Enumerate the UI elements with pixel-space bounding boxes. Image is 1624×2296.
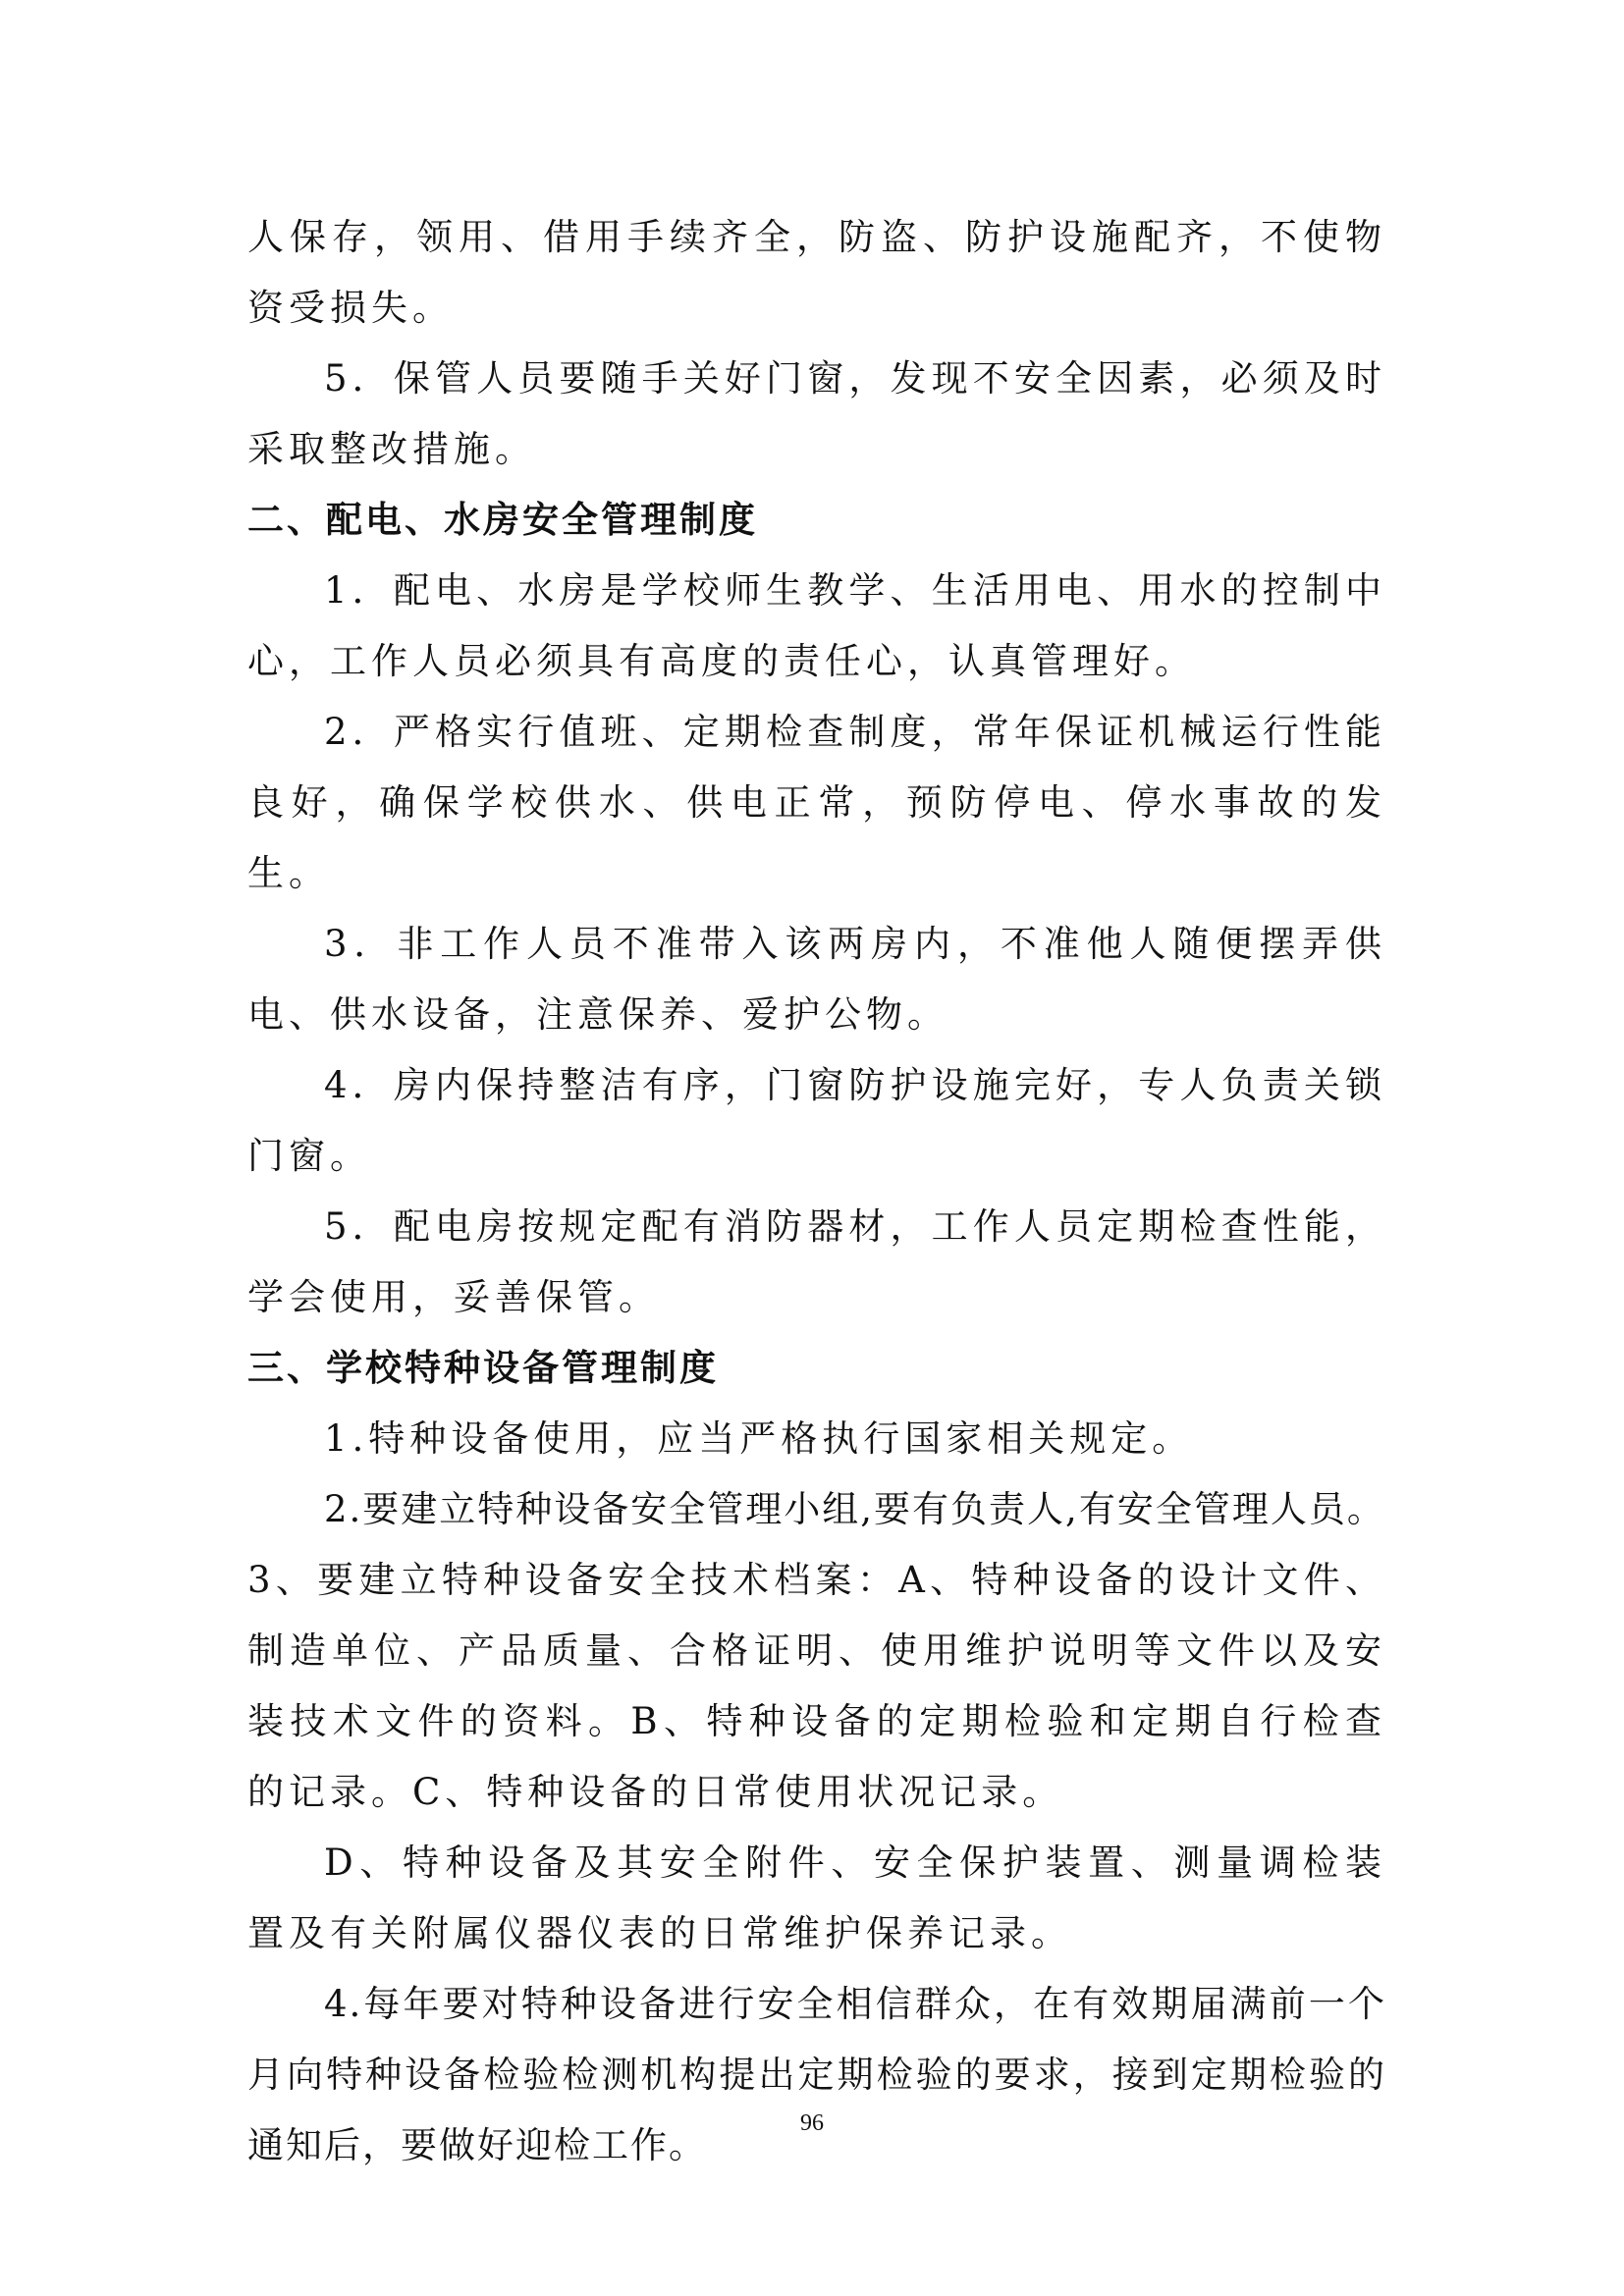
list-item: 1.特种设备使用，应当严格执行国家相关规定。 — [324, 1417, 1194, 1460]
list-item: D、特种设备及其安全附件、安全保护装置、测量调检装置及有关附属仪器仪表的日常维护保养记录。 — [247, 1842, 1386, 1954]
list-item: 4.每年要对特种设备进行安全相信群众，在有效期届满前一个月向特种设备检验检测机构提出定期检验的要求，接到定期检验的通知后，要做好迎检工作。 — [247, 1983, 1386, 2166]
section-heading: 三、学校特种设备管理制度 — [247, 1347, 719, 1389]
document-body — [247, 202, 1386, 2181]
list-item: 3、要建立特种设备安全技术档案：A、特种设备的设计文件、制造单位、产品质量、合格证明、使用维护说明等文件以及安装技术文件的资料。B、特种设备的定期检验和定期自行检查的记录。C、特种设备的日常使用状况记录。 — [247, 1559, 1386, 1813]
paragraph: 人保存，领用、借用手续齐全，防盗、防护设施配齐，不使物资受损失。 — [247, 216, 1386, 329]
list-item: 2.要建立特种设备安全管理小组,要有负责人,有安全管理人员。 — [324, 1488, 1385, 1530]
list-item: 2．严格实行值班、定期检查制度，常年保证机械运行性能良好，确保学校供水、供电正常，预防停电、停水事故的发生。 — [247, 711, 1386, 894]
list-item: 1．配电、水房是学校师生教学、生活用电、用水的控制中心，工作人员必须具有高度的责任心，认真管理好。 — [247, 569, 1386, 682]
list-item: 3．非工作人员不准带入该两房内，不准他人随便摆弄供电、供水设备，注意保养、爱护公物。 — [247, 923, 1386, 1036]
list-item: 5．配电房按规定配有消防器材，工作人员定期检查性能，学会使用，妥善保管。 — [247, 1205, 1386, 1318]
list-item: 5．保管人员要随手关好门窗，发现不安全因素，必须及时采取整改措施。 — [247, 357, 1386, 470]
list-item: 4．房内保持整洁有序，门窗防护设施完好，专人负责关锁门窗。 — [247, 1064, 1386, 1177]
page-number: 96 — [800, 2110, 824, 2136]
section-heading: 二、配电、水房安全管理制度 — [247, 499, 758, 541]
